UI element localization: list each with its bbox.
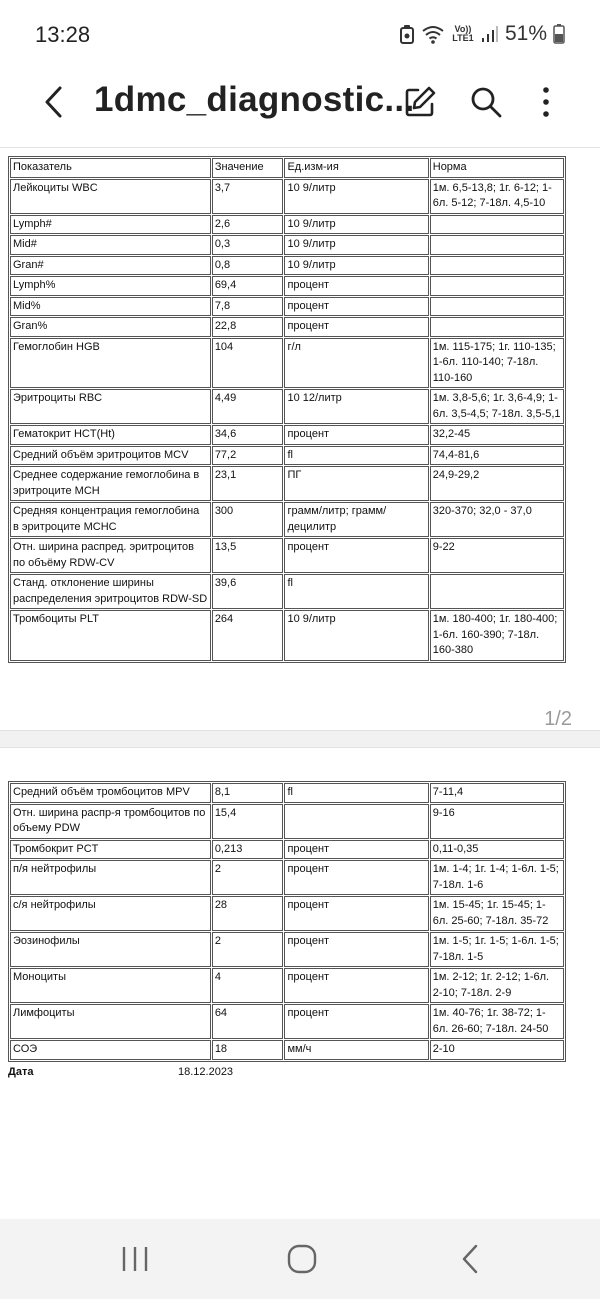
cell-unit: 10 9/литр — [284, 179, 428, 214]
cell-parameter: Gran% — [10, 317, 211, 337]
more-options-icon[interactable] — [534, 84, 558, 120]
cell-unit: процент — [284, 932, 428, 967]
cell-value: 8,1 — [212, 783, 284, 803]
cell-norm: 24,9-29,2 — [430, 466, 564, 501]
cell-unit: г/л — [284, 338, 428, 389]
battery-percent: 51% — [504, 22, 547, 45]
cell-value: 0,8 — [212, 256, 284, 276]
cell-parameter: Тромбоциты PLT — [10, 610, 211, 661]
cell-value: 264 — [212, 610, 284, 661]
cell-unit: fl — [284, 574, 428, 609]
table-page-2-row — [10, 1004, 564, 1039]
cell-parameter: Гематокрит HCT(Ht) — [10, 425, 211, 445]
cell-unit: 10 12/литр — [284, 389, 428, 424]
cell-value: 64 — [212, 1004, 284, 1039]
cell-parameter: Mid# — [10, 235, 211, 255]
cell-norm: 32,2-45 — [430, 425, 564, 445]
cell-norm: 1м. 3,8-5,6; 1г. 3,6-4,9; 1-6л. 3,5-4,5; 7-18л. 3,5-5,1 — [430, 389, 564, 424]
signal-icon — [481, 25, 499, 43]
cell-parameter: Lymph# — [10, 215, 211, 235]
cell-norm: 1м. 6,5-13,8; 1г. 6-12; 1-6л. 5-12; 7-18л. 4,5-10 — [430, 179, 564, 214]
cell-value: 4 — [212, 968, 284, 1003]
table-page-1-row — [10, 574, 564, 609]
clock: 13:28 — [35, 22, 91, 47]
cell-parameter: СОЭ — [10, 1040, 211, 1060]
cell-parameter: Эозинофилы — [10, 932, 211, 967]
cell-norm — [430, 215, 564, 235]
cell-norm — [430, 297, 564, 317]
table-page-1-row — [10, 317, 564, 337]
cell-norm: 1м. 1-5; 1г. 1-5; 1-6л. 1-5; 7-18л. 1-5 — [430, 932, 564, 967]
app-bar — [0, 66, 600, 146]
cell-parameter: Тромбокрит PCT — [10, 840, 211, 860]
cell-norm: 9-16 — [430, 804, 564, 839]
table-page-1-row — [10, 338, 564, 389]
cell-unit: fl — [284, 446, 428, 466]
status-bar — [0, 0, 600, 66]
cell-parameter: Gran# — [10, 256, 211, 276]
network-label: Vo)) LTE1 — [452, 24, 474, 43]
cell-unit: процент — [284, 276, 428, 296]
table-page-2-row — [10, 804, 564, 839]
recent-apps-icon[interactable] — [115, 1241, 155, 1277]
cell-norm — [430, 256, 564, 276]
document-title: 1dmc_diagnostic... — [94, 80, 415, 119]
table-page-2-row — [10, 840, 564, 860]
cell-norm: 7-11,4 — [430, 783, 564, 803]
search-icon[interactable] — [468, 84, 504, 120]
cell-parameter: Станд. отклонение ширины распределения эритроцитов RDW-SD — [10, 574, 211, 609]
page-separator — [0, 730, 600, 748]
cell-value: 300 — [212, 502, 284, 537]
cell-unit: 10 9/литр — [284, 215, 428, 235]
table-page-1-row — [10, 297, 564, 317]
cell-parameter: с/я нейтрофилы — [10, 896, 211, 931]
table-page-1-row — [10, 235, 564, 255]
cell-norm: 1м. 1-4; 1г. 1-4; 1-6л. 1-5; 7-18л. 1-6 — [430, 860, 564, 895]
cell-unit: процент — [284, 896, 428, 931]
date-label: Дата — [8, 1066, 34, 1078]
table-page-2-row — [10, 896, 564, 931]
cell-parameter: Отн. ширина распр-я тромбоцитов по объему PDW — [10, 804, 211, 839]
cell-value: 15,4 — [212, 804, 284, 839]
cell-norm: 1м. 2-12; 1г. 2-12; 1-6л. 2-10; 7-18л. 2-9 — [430, 968, 564, 1003]
table-page-1-row — [10, 502, 564, 537]
date-value: 18.12.2023 — [178, 1066, 234, 1078]
cell-parameter: Средний объём тромбоцитов MPV — [10, 783, 211, 803]
navigation-bar — [0, 1219, 600, 1299]
document-page-2 — [8, 781, 566, 1062]
edit-icon[interactable] — [402, 84, 438, 120]
cell-value: 2,6 — [212, 215, 284, 235]
cell-parameter: Показатель — [10, 158, 211, 178]
cell-value: 4,49 — [212, 389, 284, 424]
page-indicator: 1/2 — [544, 708, 572, 730]
cell-parameter: Среднее содержание гемоглобина в эритроците MCH — [10, 466, 211, 501]
app-bar-divider — [0, 147, 600, 148]
cell-norm: 1м. 180-400; 1г. 180-400; 1-6л. 160-390; 7-18л. 160-380 — [430, 610, 564, 661]
table-page-1-row — [10, 158, 564, 178]
cell-value: 28 — [212, 896, 284, 931]
cell-unit: грамм/литр; грамм/децилитр — [284, 502, 428, 537]
cell-unit: мм/ч — [284, 1040, 428, 1060]
cell-norm: 74,4-81,6 — [430, 446, 564, 466]
cell-parameter: Гемоглобин HGB — [10, 338, 211, 389]
table-page-2-row — [10, 932, 564, 967]
cell-unit: fl — [284, 783, 428, 803]
cell-unit: 10 9/литр — [284, 235, 428, 255]
cell-unit: 10 9/литр — [284, 256, 428, 276]
cell-norm: 2-10 — [430, 1040, 564, 1060]
cell-parameter: Лимфоциты — [10, 1004, 211, 1039]
table-page-1-row — [10, 610, 564, 661]
table-page-1-row — [10, 215, 564, 235]
table-page-1-row — [10, 276, 564, 296]
cell-value: 2 — [212, 860, 284, 895]
cell-value: 23,1 — [212, 466, 284, 501]
cell-parameter: Эритроциты RBC — [10, 389, 211, 424]
table-page-2-row — [10, 968, 564, 1003]
table-page-1-row — [10, 389, 564, 424]
wifi-icon — [421, 24, 445, 44]
cell-unit: 10 9/литр — [284, 610, 428, 661]
cell-norm — [430, 574, 564, 609]
cell-unit: процент — [284, 968, 428, 1003]
table-page-1-row — [10, 446, 564, 466]
cell-unit: процент — [284, 538, 428, 573]
cell-norm: 320-370; 32,0 - 37,0 — [430, 502, 564, 537]
battery-icon — [553, 24, 565, 44]
lab-results-table-page-1 — [8, 156, 566, 663]
cell-unit — [284, 804, 428, 839]
notification-icon — [399, 24, 415, 44]
back-icon[interactable] — [36, 82, 76, 122]
cell-value: 2 — [212, 932, 284, 967]
table-page-2-row — [10, 1040, 564, 1060]
cell-unit: процент — [284, 317, 428, 337]
table-page-1-row — [10, 425, 564, 445]
cell-parameter: Средняя концентрация гемоглобина в эритроците MCHC — [10, 502, 211, 537]
cell-norm: 1м. 115-175; 1г. 110-135; 1-6л. 110-140; 7-18л. 110-160 — [430, 338, 564, 389]
cell-norm — [430, 276, 564, 296]
cell-parameter: Mid% — [10, 297, 211, 317]
cell-parameter: Моноциты — [10, 968, 211, 1003]
cell-value: 104 — [212, 338, 284, 389]
cell-unit: процент — [284, 860, 428, 895]
cell-value: Значение — [212, 158, 284, 178]
cell-parameter: п/я нейтрофилы — [10, 860, 211, 895]
table-page-1-row — [10, 179, 564, 214]
cell-parameter: Lymph% — [10, 276, 211, 296]
cell-norm — [430, 235, 564, 255]
cell-norm: 1м. 40-76; 1г. 38-72; 1-6л. 26-60; 7-18л. 24-50 — [430, 1004, 564, 1039]
home-icon[interactable] — [282, 1241, 322, 1277]
cell-value: 22,8 — [212, 317, 284, 337]
document-page-1 — [8, 156, 566, 663]
cell-norm: 1м. 15-45; 1г. 15-45; 1-6л. 25-60; 7-18л. 35-72 — [430, 896, 564, 931]
back-nav-icon[interactable] — [452, 1241, 492, 1277]
cell-value: 3,7 — [212, 179, 284, 214]
table-page-2-row — [10, 783, 564, 803]
cell-unit: процент — [284, 425, 428, 445]
cell-value: 7,8 — [212, 297, 284, 317]
cell-norm — [430, 317, 564, 337]
cell-norm: 9-22 — [430, 538, 564, 573]
cell-parameter: Средний объём эритроцитов MCV — [10, 446, 211, 466]
cell-value: 0,3 — [212, 235, 284, 255]
table-page-1-row — [10, 256, 564, 276]
table-page-2-row — [10, 860, 564, 895]
cell-unit: Ед.изм-ия — [284, 158, 428, 178]
status-icons — [399, 22, 565, 46]
table-page-1-row — [10, 466, 564, 501]
table-page-1-row — [10, 538, 564, 573]
cell-value: 18 — [212, 1040, 284, 1060]
cell-value: 39,6 — [212, 574, 284, 609]
cell-value: 77,2 — [212, 446, 284, 466]
cell-unit: процент — [284, 840, 428, 860]
cell-norm: Норма — [430, 158, 564, 178]
cell-unit: процент — [284, 297, 428, 317]
cell-value: 69,4 — [212, 276, 284, 296]
lab-results-table-page-2 — [8, 781, 566, 1062]
cell-value: 0,213 — [212, 840, 284, 860]
cell-parameter: Лейкоциты WBC — [10, 179, 211, 214]
cell-parameter: Отн. ширина распред. эритроцитов по объёму RDW-CV — [10, 538, 211, 573]
cell-value: 34,6 — [212, 425, 284, 445]
cell-norm: 0,11-0,35 — [430, 840, 564, 860]
cell-value: 13,5 — [212, 538, 284, 573]
cell-unit: ПГ — [284, 466, 428, 501]
cell-unit: процент — [284, 1004, 428, 1039]
